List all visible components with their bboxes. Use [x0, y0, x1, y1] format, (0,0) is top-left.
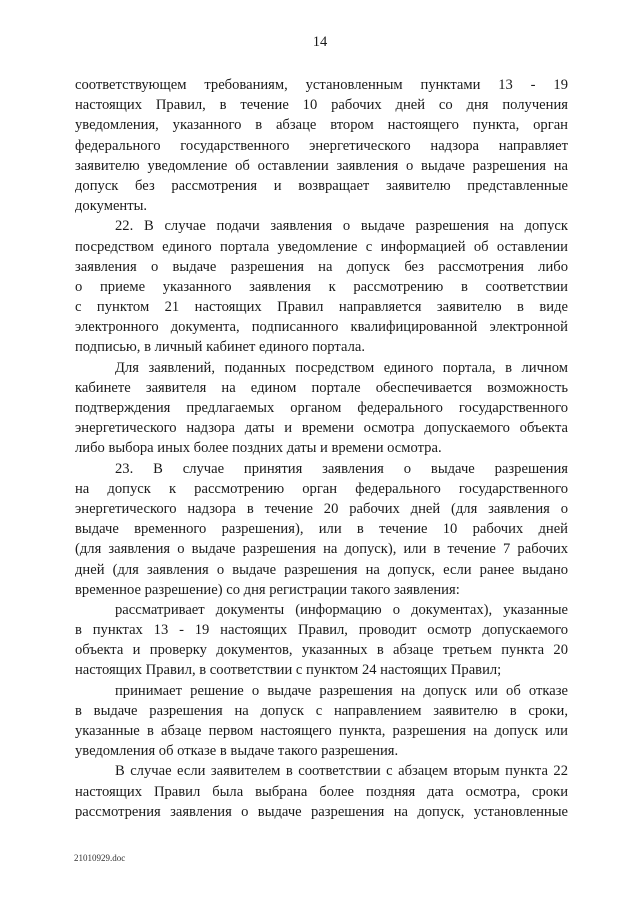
text-line: допуск без рассмотрения и возвращает заявителю представленные [75, 177, 568, 194]
paragraph [75, 600, 568, 681]
text-line: настоящих Правил, в соответствии с пунктом 24 настоящих Правил; [75, 662, 502, 679]
text-line: рассмотрения заявления о выдаче разрешения на допуск, установленные [75, 803, 568, 820]
paragraph [75, 75, 568, 216]
text-line: настоящих Правил была выбрана более поздняя дата осмотра, сроки [75, 783, 568, 800]
text-line: энергетического надзора даты и времени осмотра допускаемого объекта [75, 420, 568, 437]
text-line: либо выбора иных более поздних даты и времени осмотра. [75, 440, 442, 457]
text-line: подписью, в личный кабинет единого портала. [75, 339, 365, 356]
paragraph [75, 761, 568, 822]
text-line: соответствующем требованиям, установленным пунктами 13 - 19 [75, 77, 568, 93]
text-line: рассматривает документы (информацию о документах), указанные [115, 601, 568, 618]
text-line: заявителю уведомление об оставлении заявления о выдаче разрешения на [75, 157, 568, 174]
text-line: кабинете заявителя на едином портале обеспечивается возможность [75, 379, 568, 396]
text-line: электронного документа, подписанного квалифицированной электронной [75, 319, 568, 336]
paragraph [75, 681, 568, 762]
text-line: (для заявления о выдаче разрешения на допуск), или в течение 7 рабочих [75, 541, 568, 558]
text-line: заявления о выдаче разрешения на допуск без рассмотрения либо [75, 258, 568, 275]
paragraph [75, 358, 568, 459]
paragraph [75, 459, 568, 600]
text-line: объекта и проверку документов, указанных в абзаце третьем пункта 20 [75, 642, 568, 659]
text-line: выдаче временного разрешения), или в течение 10 рабочих дней [75, 521, 568, 538]
text-line: посредством единого портала уведомление с информацией об оставлении [75, 238, 568, 255]
text-line: 23. В случае принятия заявления о выдаче разрешения [115, 460, 568, 477]
paragraph [75, 216, 568, 357]
text-line: в пунктах 13 - 19 настоящих Правил, проводит осмотр допускаемого [75, 622, 568, 639]
text-line: уведомления, указанного в абзаце втором настоящего пункта, орган [75, 117, 568, 134]
document-body [75, 75, 568, 822]
text-line: энергетического надзора в течение 20 рабочих дней (для заявления о [75, 500, 568, 517]
text-line: с пунктом 21 настоящих Правил направляется заявителю в виде [75, 299, 568, 316]
text-line: уведомления об отказе в выдаче такого разрешения. [75, 743, 399, 760]
text-line: подтверждения предлагаемых органом федерального государственного [75, 400, 568, 416]
text-line: федерального государственного энергетического надзора направляет [75, 137, 568, 154]
text-line: принимает решение о выдаче разрешения на допуск или об отказе [115, 682, 568, 699]
text-line: дней (для заявления о выдаче разрешения на допуск, если ранее выдано [75, 561, 568, 578]
page-number: 14 [312, 34, 328, 50]
text-line: на допуск к рассмотрению орган федерального государственного [75, 480, 568, 497]
text-line: документы. [75, 198, 148, 215]
text-line: в выдаче разрешения на допуск с направлением заявителю в сроки, [75, 702, 568, 719]
text-line: В случае если заявителем в соответствии с абзацем вторым пункта 22 [115, 763, 568, 780]
footer-filename: 21010929.doc [74, 853, 126, 863]
text-line: Для заявлений, поданных посредством единого портала, в личном [115, 359, 568, 376]
text-line: временное разрешение) со дня регистрации такого заявления: [75, 581, 460, 598]
text-line: 22. В случае подачи заявления о выдаче разрешения на допуск [115, 218, 568, 235]
text-line: настоящих Правил, в течение 10 рабочих дней со дня получения [75, 97, 568, 114]
text-line: о приеме указанного заявления к рассмотрению в соответствии [75, 278, 568, 295]
text-line: указанные в абзаце первом настоящего пункта, разрешения на допуск или [75, 723, 568, 739]
